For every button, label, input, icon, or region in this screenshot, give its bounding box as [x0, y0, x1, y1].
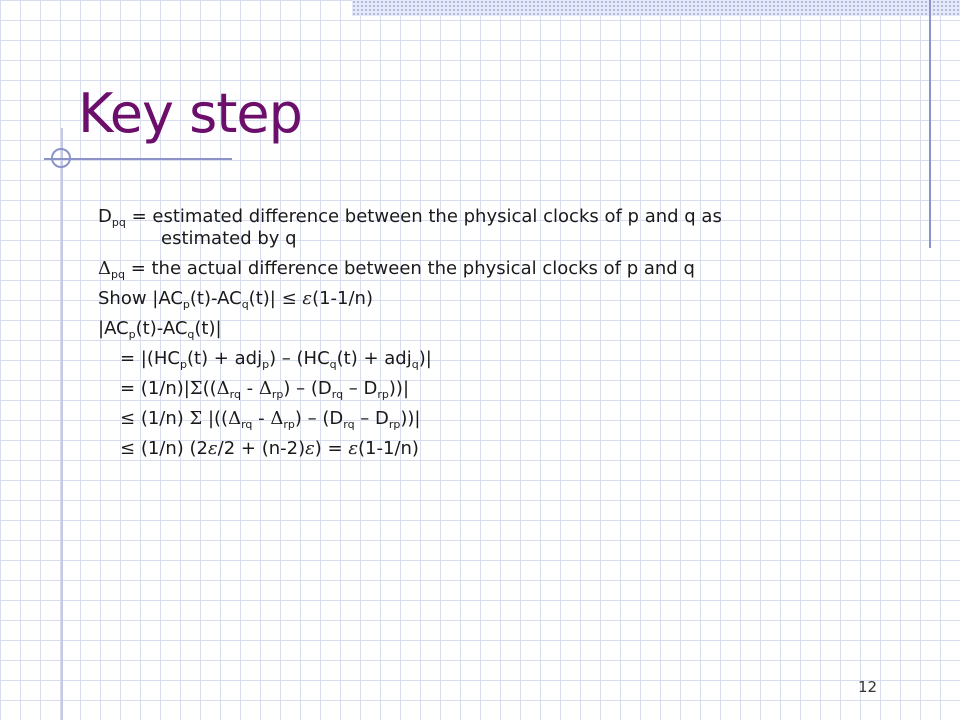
text: Show |AC: [98, 288, 183, 309]
delta-symbol: Δ: [228, 408, 242, 429]
text: (1/n) (2: [135, 438, 208, 459]
text: ) =: [314, 438, 349, 459]
text: ) – (HC: [269, 348, 330, 369]
subscript: rq: [241, 418, 253, 431]
text: = (1/n)|: [120, 378, 190, 399]
epsilon-symbol: ε: [348, 438, 359, 459]
delta-symbol: Δ: [216, 378, 230, 399]
text: = |(HC: [120, 348, 180, 369]
decorative-circle: [51, 148, 71, 168]
sigma-symbol: Σ: [189, 408, 203, 429]
text: (t)-AC: [189, 288, 242, 309]
subscript: q: [329, 358, 337, 371]
le-symbol: ≤: [120, 408, 136, 429]
text: ))|: [400, 408, 421, 429]
le-symbol: ≤: [281, 288, 297, 309]
derivation-step-3: [98, 408, 918, 430]
delta-symbol: Δ: [270, 408, 284, 429]
subscript: rp: [377, 388, 389, 401]
derivation-step-1: [98, 348, 918, 370]
text: )|: [418, 348, 432, 369]
subscript: p: [182, 298, 190, 311]
page-number: 12: [858, 678, 878, 696]
derivation-start: [98, 318, 918, 340]
subscript: q: [187, 328, 195, 341]
text: (t)|: [194, 318, 222, 339]
text: (t) + adj: [186, 348, 263, 369]
text: /2 + (n-2): [217, 438, 306, 459]
sigma-symbol: Σ: [189, 378, 203, 399]
decorative-vertical-line: [929, 0, 931, 248]
text: |AC: [98, 318, 129, 339]
subscript: rq: [331, 388, 344, 401]
text: ) – (D: [294, 408, 344, 429]
definition-delta-pq: [98, 258, 918, 280]
text: = the actual difference between the physical clocks of p and q: [124, 258, 695, 279]
derivation-step-2: [98, 378, 918, 400]
subscript: rq: [343, 418, 355, 431]
subscript: p: [128, 328, 136, 341]
text: – D: [354, 408, 389, 429]
subscript: p: [180, 358, 187, 371]
decorative-top-band: [352, 0, 960, 16]
text: ))|: [388, 378, 410, 399]
text: (t)|: [248, 288, 282, 309]
subscript: rq: [229, 388, 241, 401]
text: ) – (D: [283, 378, 332, 399]
text: = estimated difference between the physical clocks of p and q as: [125, 206, 722, 227]
title-underline: [44, 158, 232, 160]
subscript: q: [411, 358, 419, 371]
text: (t) + adj: [336, 348, 412, 369]
subscript: rp: [388, 418, 401, 431]
text: – D: [343, 378, 378, 399]
derivation-step-4: [98, 438, 918, 460]
subscript: rp: [271, 388, 284, 401]
show-statement: [98, 288, 918, 310]
text: -: [252, 408, 271, 429]
definition-dpq: [98, 206, 918, 250]
epsilon-symbol: ε: [305, 438, 315, 459]
text: (t)-AC: [135, 318, 188, 339]
subscript: q: [241, 298, 249, 311]
text: |((: [202, 408, 229, 429]
decorative-vertical-line-left: [61, 128, 63, 720]
subscript: p: [262, 358, 270, 371]
text: (1-1/n): [312, 288, 373, 309]
delta-symbol: Δ: [98, 258, 111, 279]
text: ((: [202, 378, 217, 399]
text: -: [240, 378, 259, 399]
slide-body: [98, 206, 918, 468]
text-continuation: estimated by q: [161, 228, 297, 249]
text: (1/n): [135, 408, 190, 429]
slide-title: Key step: [78, 82, 302, 145]
subscript: pq: [111, 268, 125, 281]
epsilon-symbol: ε: [207, 438, 218, 459]
text: (1-1/n): [358, 438, 419, 459]
le-symbol: ≤: [120, 438, 136, 459]
subscript: rp: [283, 418, 295, 431]
text: D: [98, 206, 112, 227]
subscript: pq: [111, 216, 126, 229]
epsilon-symbol: ε: [302, 288, 313, 309]
delta-symbol: Δ: [258, 378, 272, 399]
